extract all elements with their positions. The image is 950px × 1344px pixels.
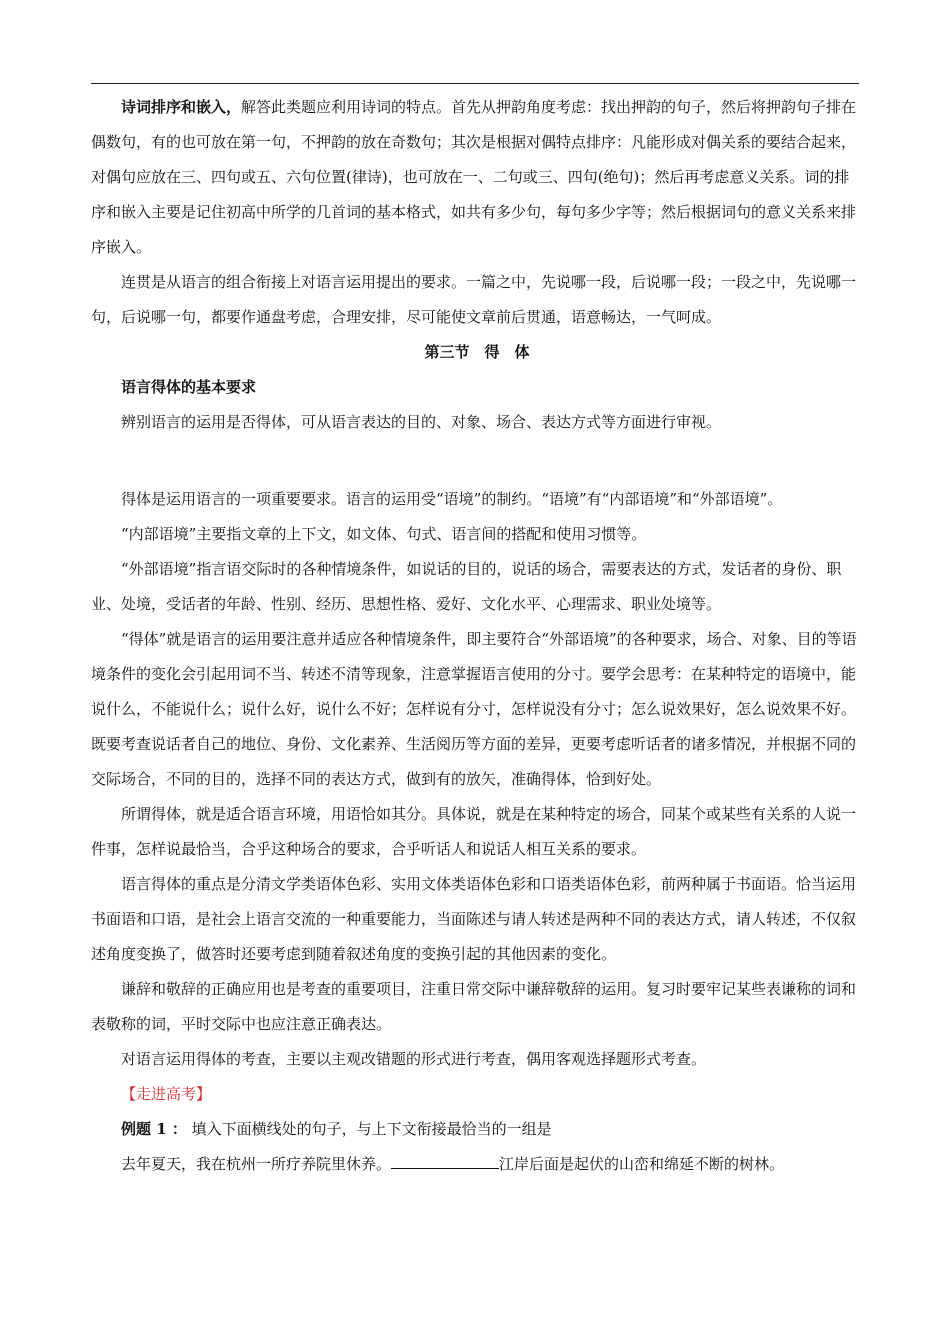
spacer xyxy=(91,440,863,482)
header-rule xyxy=(91,83,859,84)
example-sentence-before: 去年夏天，我在杭州一所疗养院里休养。 xyxy=(121,1155,392,1173)
poetry-ordering-lead: 诗词排序和嵌入， xyxy=(121,98,242,116)
paragraph-external-context: “外部语境”指言语交际时的各种情境条件，如说话的目的，说话的场合，需要表达的方式，发话者的身份、职业、处境，受话者的年龄、性别、经历、思想性格、爱好、文化水平、心理需求、职业处境等。 xyxy=(91,560,842,613)
paragraph-internal-context: “内部语境”主要指文章的上下文，如文体、句式、语言间的搭配和使用习惯等。 xyxy=(121,525,647,543)
paragraph-judging: 辨别语言的运用是否得体，可从语言表达的目的、对象、场合、表达方式等方面进行审视。 xyxy=(121,413,722,431)
example-sentence-after: 江岸后面是起伏的山峦和绵延不断的树林。 xyxy=(499,1155,785,1173)
paragraph-poetry-ordering xyxy=(91,90,863,265)
answer-blank[interactable] xyxy=(391,1167,499,1169)
example-label: 例题 1 ： xyxy=(121,1120,187,1138)
section-title: 第三节 得 体 xyxy=(424,343,530,361)
example-question xyxy=(91,1112,863,1147)
document-body xyxy=(91,90,863,1182)
paragraph-appropriateness: “得体”就是语言的运用要注意并适应各种情境条件，即主要符合“外部语境”的各种要求，场合、对象、目的等语境条件的变化会引起用词不当、转述不清等现象，注意掌握语言使用的分寸。要学会思考：在某种特定的语境中，能说什么，不能说什么；说什么好，说什么不好；怎样说有分寸，怎样说没有分寸；怎么说效果好，怎么说效果不好。既要考查说话者自己的地位、身份、文化素养、生活阅历等方面的差异，更要考虑听话者的诸多情况，并根据不同的交际场合，不同的目的，选择不同的表达方式，做到有的放矢，准确得体，恰到好处。 xyxy=(91,630,857,788)
paragraph-definition: 所谓得体，就是适合语言环境，用语恰如其分。具体说，就是在某种特定的场合，同某个或某些有关系的人说一件事，怎样说最恰当，合乎这种场合的要求，合乎听话人和说话人相互关系的要求。 xyxy=(91,805,857,858)
poetry-ordering-body: 解答此类题应利用诗词的特点。首先从押韵角度考虑：找出押韵的句子，然后将押韵句子排在偶数句，有的也可放在第一句，不押韵的放在奇数句；其次是根据对偶特点排序：凡能形成对偶关系的要结合起来，对偶句应放在三、四句或五、六句位置(律诗)，也可放在一、二句或三、四句(绝句)；然后再考虑意义关系。词的排序和嵌入主要是记住初高中所学的几首词的基本格式，如共有多少句，每句多少字等；然后根据词句的意义关系来排序嵌入。 xyxy=(91,98,857,256)
paragraph-context: 得体是运用语言的一项重要要求。语言的运用受“语境”的制约。“语境”有“内部语境”和“外部语境”。 xyxy=(121,490,783,508)
example-sentence xyxy=(91,1147,863,1182)
example-text: 填入下面横线处的句子，与上下文衔接最恰当的一组是 xyxy=(186,1120,552,1138)
paragraph-honorifics: 谦辞和敬辞的正确应用也是考查的重要项目，注重日常交际中谦辞敬辞的运用。复习时要牢记某些表谦称的词和表敬称的词，平时交际中也应注意正确表达。 xyxy=(91,980,857,1033)
paragraph-exam-format: 对语言运用得体的考查，主要以主观改错题的形式进行考查，偶用客观选择题形式考查。 xyxy=(121,1050,707,1068)
subheading: 语言得体的基本要求 xyxy=(121,378,257,396)
gaokao-tag: 【走进高考】 xyxy=(121,1085,212,1103)
paragraph-coherence: 连贯是从语言的组合衔接上对语言运用提出的要求。一篇之中，先说哪一段，后说哪一段；一段之中，先说哪一句，后说哪一句，都要作通盘考虑，合理安排，尽可能使文章前后贯通，语意畅达，一气呵成。 xyxy=(91,273,857,326)
paragraph-register: 语言得体的重点是分清文学类语体色彩、实用文体类语体色彩和口语类语体色彩，前两种属于书面语。恰当运用书面语和口语，是社会上语言交流的一种重要能力，当面陈述与请人转述是两种不同的表达方式，请人转述，不仅叙述角度变换了，做答时还要考虑到随着叙述角度的变换引起的其他因素的变化。 xyxy=(91,875,857,963)
